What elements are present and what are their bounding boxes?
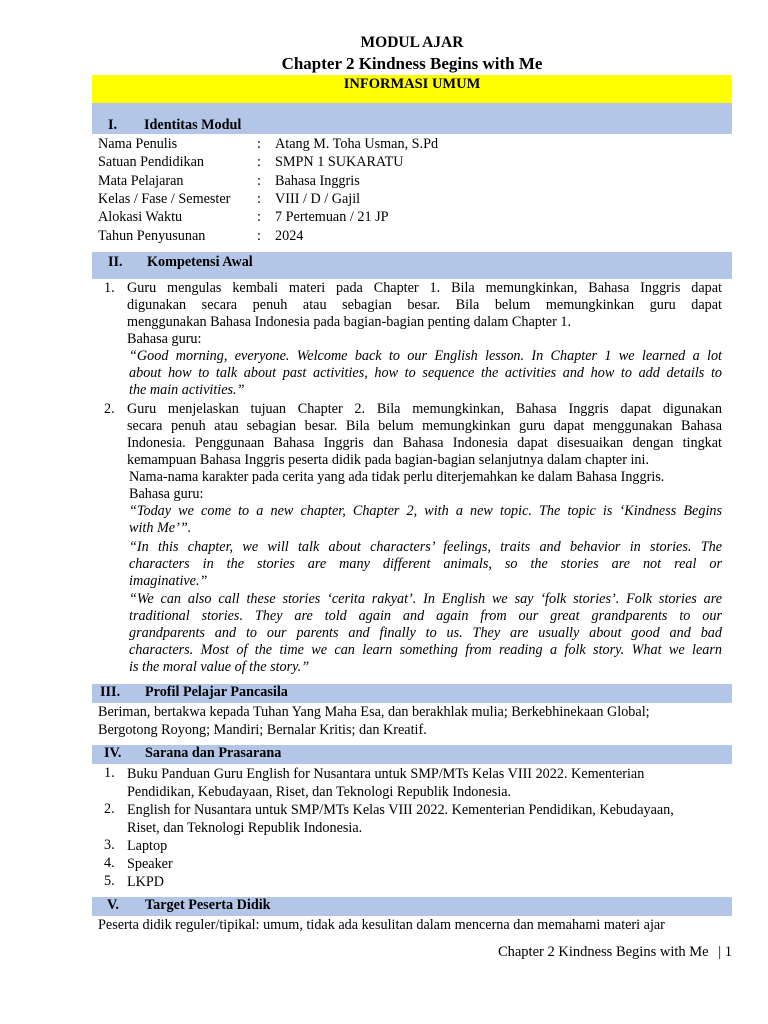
paragraph-line: Guru mengulas kembali materi pada Chapter 1. Bila memungkinkan, Bahasa Inggris dapat <box>127 280 722 296</box>
list-number: 2. <box>104 401 115 417</box>
identity-label: Tahun Penyusunan <box>98 227 206 244</box>
list-item-sarana <box>127 765 722 801</box>
paragraph-line: Bahasa guru: <box>129 486 204 502</box>
paragraph-line: kemampuan Bahasa Inggris peserta didik pada bagian-bagian selanjutnya dalam chapter ini. <box>127 452 649 468</box>
paragraph-line: menggunakan Bahasa Indonesia pada bagian-bagian penting dalam Chapter 1. <box>127 314 571 330</box>
info-banner <box>92 75 732 103</box>
teacher-quote-line: “Good morning, everyone. Welcome back to our English lesson. In Chapter 1 we learned a lot <box>129 348 722 364</box>
teacher-quote-line: the main activities.” <box>129 382 245 398</box>
document-subtitle: Chapter 2 Kindness Begins with Me <box>281 54 543 73</box>
section-number: I. <box>108 117 118 133</box>
list-item-sarana <box>127 837 722 855</box>
section-number: IV. <box>104 745 122 761</box>
identity-label: Mata Pelajaran <box>98 172 184 189</box>
identity-value: VIII / D / Gajil <box>275 190 361 207</box>
list-item-line: English for Nusantara untuk SMP/MTs Kelas VIII 2022. Kementerian Pendidikan, Kebudayaan, <box>127 802 674 818</box>
list-item-sarana <box>127 855 722 873</box>
list-item-line: Speaker <box>127 856 173 872</box>
paragraph-line: secara penuh atau sebagian besar. Bila belum memungkinkan guru dapat menggunakan Bahasa <box>127 418 722 434</box>
list-number: 2. <box>104 801 115 817</box>
section-title: Profil Pelajar Pancasila <box>145 684 288 700</box>
identity-value: 7 Pertemuan / 21 JP <box>275 209 389 226</box>
paragraph-line: Beriman, bertakwa kepada Tuhan Yang Maha Esa, dan berakhlak mulia; Berkebhinekaan Global; <box>98 704 650 720</box>
teacher-quote-line: “Today we come to a new chapter, Chapter 2, with a new topic. The topic is ‘Kindness Begins <box>129 503 722 519</box>
teacher-quote-line: about how to talk about past activities, how to sequence the activities and how to add details to <box>129 365 722 381</box>
paragraph-line: Indonesia. Penggunaan Bahasa Inggris dan Bahasa Indonesia dapat disesuaikan dengan tingkat <box>127 435 722 451</box>
list-item-line: Pendidikan, Kebudayaan, Riset, dan Teknologi Republik Indonesia. <box>127 784 512 800</box>
teacher-quote-line: with Me’”. <box>129 520 192 536</box>
profil-text <box>98 703 718 739</box>
list-number: 3. <box>104 837 115 853</box>
identity-colon: : <box>257 209 261 226</box>
list-item-kompetensi-1 <box>127 280 722 399</box>
section-title: Kompetensi Awal <box>147 254 253 270</box>
document-title: MODUL AJAR <box>360 34 464 51</box>
identity-label: Alokasi Waktu <box>98 209 183 226</box>
identity-value: Bahasa Inggris <box>275 172 360 189</box>
teacher-quote-line: traditional stories. They are told again and again from our great grandparents to our <box>129 608 722 624</box>
identity-colon: : <box>257 190 261 207</box>
teacher-quote-line: “In this chapter, we will talk about characters’ feelings, traits and behavior in stories. The <box>129 539 722 555</box>
section-title: Identitas Modul <box>144 117 242 133</box>
target-text: Peserta didik reguler/tipikal: umum, tidak ada kesulitan dalam mencerna dan memahami materi ajar <box>98 917 665 933</box>
identity-label: Kelas / Fase / Semester <box>98 190 231 207</box>
list-item-line: Buku Panduan Guru English for Nusantara untuk SMP/MTs Kelas VIII 2022. Kementerian <box>127 766 645 782</box>
page-footer <box>498 944 732 961</box>
list-number: 1. <box>104 280 115 296</box>
paragraph-line: digunakan secara penuh atau sebagian besar. Bila belum memungkinkan guru dapat <box>127 297 722 313</box>
section-title: Target Peserta Didik <box>145 897 271 913</box>
teacher-quote-line: characters. Most of the time we can learn something from reading a folk story. What we learn <box>129 642 722 658</box>
teacher-quote-line: “We can also call these stories ‘cerita rakyat’. In English we say ‘folk stories’. Folk stories are <box>129 591 722 607</box>
section-title: Sarana dan Prasarana <box>145 745 282 761</box>
identity-value: Atang M. Toha Usman, S.Pd <box>275 136 439 152</box>
identity-value: 2024 <box>275 227 304 244</box>
section-header-target <box>92 897 732 916</box>
identity-label: Nama Penulis <box>98 136 178 152</box>
teacher-quote-line: is the moral value of the story.” <box>129 659 310 675</box>
section-header-sarana <box>92 745 732 764</box>
identity-colon: : <box>257 172 261 189</box>
list-item-line: LKPD <box>127 874 165 890</box>
list-item-kompetensi-2 <box>127 401 722 676</box>
section-header-identitas <box>92 103 732 134</box>
list-item-line: Laptop <box>127 838 168 854</box>
list-number: 4. <box>104 855 115 871</box>
list-number: 5. <box>104 873 115 889</box>
section-number: II. <box>108 254 123 270</box>
section-number: V. <box>107 897 119 913</box>
section-number: III. <box>100 684 121 700</box>
info-banner-text: INFORMASI UMUM <box>343 76 481 92</box>
identity-colon: : <box>257 227 261 244</box>
identity-label: Satuan Pendidikan <box>98 154 204 171</box>
paragraph-line: Bahasa guru: <box>127 331 202 347</box>
section-header-profil <box>92 684 732 703</box>
list-item-sarana <box>127 873 722 891</box>
footer-text: Chapter 2 Kindness Begins with Me <box>497 944 709 960</box>
list-item-line: Riset, dan Teknologi Republik Indonesia. <box>127 820 363 836</box>
page-number: 1 <box>724 944 732 960</box>
list-number: 1. <box>104 765 115 781</box>
list-item-sarana <box>127 801 722 837</box>
teacher-quote-line: grandparents and to our parents and finally to us. They are usually about good and bad <box>129 625 722 641</box>
identity-value: SMPN 1 SUKARATU <box>275 154 404 171</box>
paragraph-line: Bergotong Royong; Mandiri; Bernalar Kritis; dan Kreatif. <box>98 722 427 738</box>
section-header-kompetensi <box>92 252 732 279</box>
teacher-quote-line: characters in the stories are many different animals, so the stories are not real or <box>129 556 722 572</box>
identity-colon: : <box>257 136 261 152</box>
footer-separator: | <box>718 944 722 960</box>
paragraph-line: Nama-nama karakter pada cerita yang ada tidak perlu diterjemahkan ke dalam Bahasa Inggris. <box>129 469 665 485</box>
teacher-quote-line: imaginative.” <box>129 573 208 589</box>
identity-colon: : <box>257 154 261 171</box>
paragraph-line: Guru menjelaskan tujuan Chapter 2. Bila memungkinkan, Bahasa Inggris dapat digunakan <box>127 401 722 417</box>
